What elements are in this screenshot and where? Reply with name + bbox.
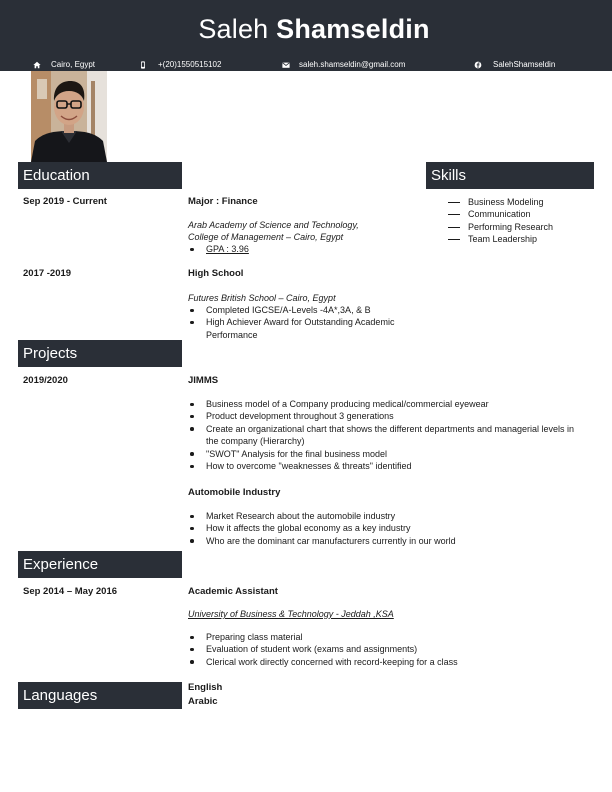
list-item: Preparing class material (188, 631, 578, 643)
email-text: saleh.shamseldin@gmail.com (299, 60, 406, 69)
social-icon (474, 61, 482, 69)
location-text: Cairo, Egypt (51, 60, 96, 69)
last-name: Shamseldin (276, 14, 430, 44)
list-item: High Achiever Award for Outstanding Academic Performance (188, 316, 418, 341)
list-item: How to overcome "weaknesses & threats" identified (188, 460, 578, 472)
list-item: Product development throughout 3 generations (188, 410, 578, 422)
email-icon (282, 61, 290, 69)
list-item: Business model of a Company producing medical/commercial eyewear (188, 398, 578, 410)
project-1-bullets (188, 398, 578, 472)
skill-item: Team Leadership (448, 233, 553, 245)
experience-title: Academic Assistant (188, 586, 278, 597)
resume-header (0, 0, 612, 71)
project-2-title: Automobile Industry (188, 487, 281, 498)
phone-icon (139, 61, 147, 69)
contact-email (282, 60, 405, 69)
skills-heading: Skills (426, 162, 594, 189)
project-2-bullets (188, 510, 578, 547)
education-1-date: Sep 2019 - Current (23, 196, 107, 207)
education-1-bullets (188, 243, 249, 255)
languages-heading: Languages (18, 682, 182, 709)
education-2-institution: Futures British School – Cairo, Egypt (188, 293, 336, 303)
phone-text: +(20)1550515102 (158, 60, 222, 69)
experience-heading: Experience (18, 551, 182, 578)
skill-item: Communication (448, 208, 553, 220)
contact-phone (139, 60, 221, 69)
list-item: Completed IGCSE/A-Levels -4A*,3A, & B (188, 304, 418, 316)
profile-photo (31, 71, 107, 162)
list-item: Create an organizational chart that shows the different departments and managerial levels in the company (Hierarchy) (188, 423, 578, 448)
list-item: GPA : 3.96 (188, 243, 249, 255)
experience-bullets (188, 631, 578, 668)
contact-location (33, 60, 95, 69)
skill-item: Performing Research (448, 221, 553, 233)
list-item: Clerical work directly concerned with record-keeping for a class (188, 656, 578, 668)
education-1-title: Major : Finance (188, 196, 258, 207)
education-1-institution: Arab Academy of Science and Technology, College of Management – Cairo, Egypt (188, 220, 359, 242)
first-name: Saleh (198, 14, 269, 44)
education-heading: Education (18, 162, 182, 189)
candidate-name (0, 14, 612, 45)
projects-date: 2019/2020 (23, 375, 68, 386)
home-icon (33, 61, 41, 69)
list-item: "SWOT" Analysis for the final business model (188, 448, 578, 460)
project-1-title: JIMMS (188, 375, 219, 386)
education-2-date: 2017 -2019 (23, 268, 72, 279)
projects-heading: Projects (18, 340, 182, 367)
skill-item: Business Modeling (448, 196, 553, 208)
list-item: Who are the dominant car manufacturers currently in our world (188, 535, 578, 547)
experience-date: Sep 2014 – May 2016 (23, 586, 118, 597)
social-text: SalehShamseldin (493, 60, 556, 69)
list-item: Market Research about the automobile industry (188, 510, 578, 522)
language-item: English (188, 682, 223, 693)
education-2-bullets (188, 304, 418, 341)
skills-list (448, 196, 553, 245)
experience-employer: University of Business & Technology - Jeddah ,KSA (188, 609, 394, 619)
list-item: Evaluation of student work (exams and assignments) (188, 643, 578, 655)
education-2-title: High School (188, 268, 244, 279)
list-item: How it affects the global economy as a key industry (188, 522, 578, 534)
language-item: Arabic (188, 696, 218, 707)
contact-social (474, 60, 555, 69)
